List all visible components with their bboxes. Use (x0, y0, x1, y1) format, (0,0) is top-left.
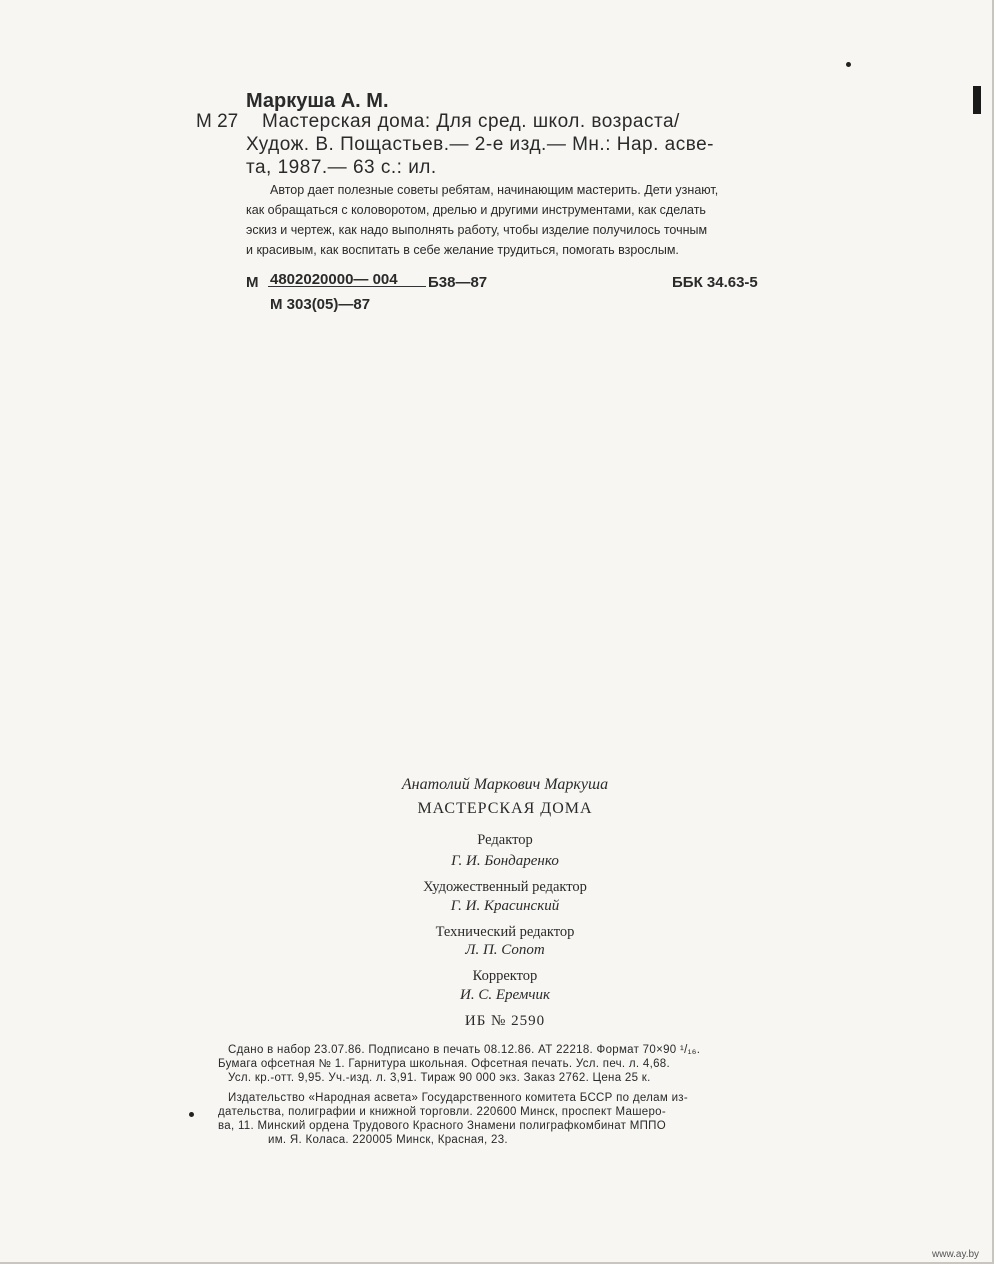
ib-number: ИБ № 2590 (464, 1013, 546, 1029)
credit-name-1: Г. И. Бондаренко (451, 853, 559, 869)
annotation-line-2: как обращаться с коловоротом, дрелью и другими инструментами, как сделать (246, 203, 706, 217)
catalog-bib-line-1: Мастерская дома: Для сред. школ. возраста/ (262, 111, 680, 132)
print-line-1: Сдано в набор 23.07.86. Подписано в печать 08.12.86. АТ 22218. Формат 70×90 ¹/₁₆. (228, 1044, 701, 1056)
credit-role-1: Редактор (477, 832, 533, 848)
credit-name-3: Л. П. Сопот (465, 942, 545, 958)
ink-speck (846, 62, 851, 67)
credit-role-3: Технический редактор (435, 924, 575, 940)
credit-name-2: Г. И. Красинский (450, 898, 560, 914)
ink-speck (189, 1112, 194, 1117)
publisher-line-3: ва, 11. Минский ордена Трудового Красного Знамени полиграфкомбинат МППО (218, 1120, 666, 1132)
page-edge-mark (973, 86, 981, 114)
index-series: Б38—87 (428, 274, 488, 291)
print-line-3: Усл. кр.-отт. 9,95. Уч.-изд. л. 3,91. Тираж 90 000 экз. Заказ 2762. Цена 25 к. (228, 1072, 651, 1084)
publisher-line-2: дательства, полиграфии и книжной торговли. 220600 Минск, проспект Машеро- (218, 1106, 666, 1118)
catalog-author: Маркуша А. М. (246, 90, 389, 112)
publisher-line-1: Издательство «Народная асвета» Государственного комитета БССР по делам из- (228, 1092, 688, 1104)
index-number: 4802020000— 004 (270, 271, 398, 288)
annotation-line-4: и красивым, как воспитать в себе желание трудиться, помогать взрослым. (246, 243, 679, 257)
print-line-2: Бумага офсетная № 1. Гарнитура школьная. Офсетная печать. Усл. печ. л. 4,68. (218, 1058, 670, 1070)
catalog-call-code: М 27 (196, 111, 239, 132)
credit-name-4: И. С. Еремчик (459, 987, 551, 1003)
watermark: www.ay.by (932, 1249, 980, 1260)
annotation-line-3: эскиз и чертеж, как надо выполнять работу, чтобы изделие получилось точным (246, 223, 708, 237)
publisher-line-4: им. Я. Коласа. 220005 Минск, Красная, 23. (268, 1134, 508, 1146)
bbk-code: ББК 34.63-5 (672, 274, 758, 291)
credit-role-2: Художественный редактор (423, 879, 587, 895)
colophon-title: МАСТЕРСКАЯ ДОМА (417, 800, 593, 817)
index-m: М (246, 274, 259, 291)
colophon-author: Анатолий Маркович Маркуша (401, 776, 609, 793)
credit-role-4: Корректор (472, 968, 538, 984)
index-bottom: М 303(05)—87 (270, 296, 371, 313)
annotation-line-1: Автор дает полезные советы ребятам, начинающим мастерить. Дети узнают, (270, 183, 719, 197)
catalog-bib-line-3: та, 1987.— 63 с.: ил. (246, 157, 437, 178)
catalog-bib-line-2: Худож. В. Пощастьев.— 2-е изд.— Мн.: Нар. асве- (246, 134, 715, 155)
index-fraction-line (268, 286, 426, 287)
